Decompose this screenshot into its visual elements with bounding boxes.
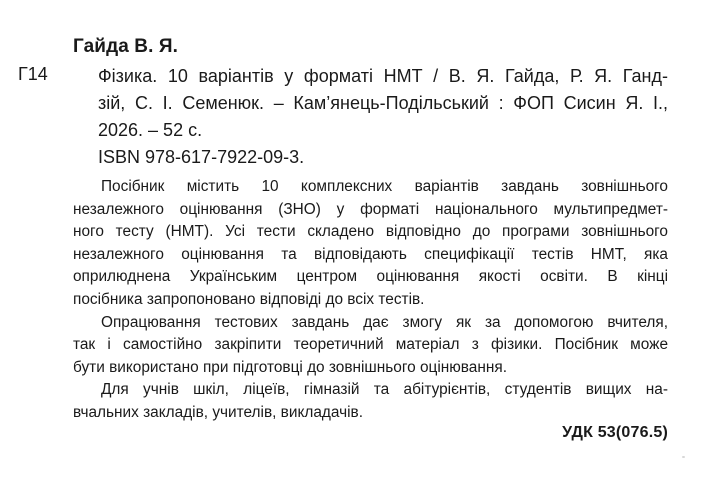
bibliographic-record xyxy=(98,63,668,144)
abstract xyxy=(73,176,668,425)
abstract-line: Опрацювання тестових завдань дає змогу як за допомогою вчителя, xyxy=(101,313,668,331)
abstract-line: вчальних закладів, учителів, викладачів. xyxy=(73,403,363,421)
abstract-line: так і самостійно закріпити теоретичний матеріал з фізики. Посібник може xyxy=(73,336,668,354)
abstract-line: посібника запропоновано відповіді до всіх тестів. xyxy=(73,290,425,308)
author-heading: Гайда В. Я. xyxy=(73,36,178,57)
bibliographic-line: зій, С. І. Семенюк. – Кам’янець-Подільський : ФОП Сисин Я. І., xyxy=(98,93,668,113)
bibliographic-line: Фізика. 10 варіантів у форматі НМТ / В. Я. Гайда, Р. Я. Ганд- xyxy=(98,66,668,86)
isbn: ISBN 978-617-7922-09-3. xyxy=(98,147,305,167)
abstract-line: Для учнів шкіл, ліцеїв, гімназій та абітурієнтів, студентів вищих на- xyxy=(101,381,668,399)
scan-speck xyxy=(682,456,685,458)
author-mark: Г14 xyxy=(18,64,48,84)
abstract-line: Посібник містить 10 комплексних варіантів завдань зовнішнього xyxy=(101,178,668,195)
abstract-line: незалежного оцінювання (ЗНО) у форматі національного мультипредмет- xyxy=(73,200,668,218)
abstract-line: незалежного оцінювання та відповідають специфікації тестів НМТ, яка xyxy=(73,245,668,263)
abstract-line: бути використано при підготовці до зовнішнього оцінювання. xyxy=(73,358,507,376)
udc-code: УДК 53(076.5) xyxy=(562,424,668,441)
abstract-line: ного тесту (НМТ). Усі тести складено відповідно до програми зовнішнього xyxy=(73,223,668,241)
bibliographic-line: 2026. – 52 с. xyxy=(98,120,203,140)
abstract-line: оприлюднена Українським центром оцінювання якості освіти. В кінці xyxy=(73,268,668,286)
